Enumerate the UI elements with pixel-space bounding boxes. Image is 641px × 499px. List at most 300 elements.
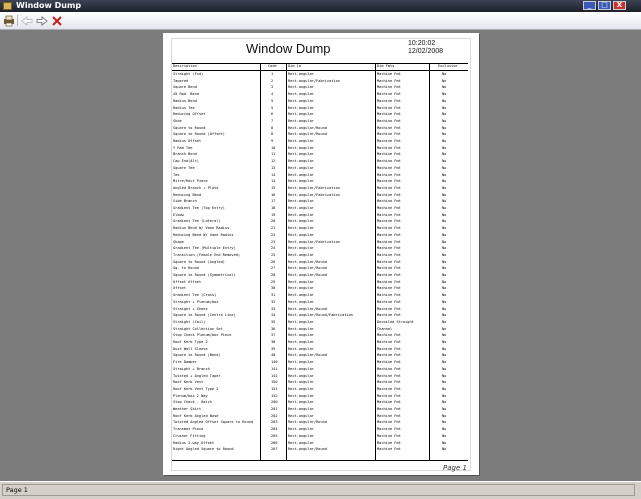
cell-description: Tee xyxy=(173,172,180,177)
cell-exclusive: No xyxy=(442,179,447,184)
cell-description: Reducing Bend W/ Vane Radius xyxy=(173,232,234,237)
cell-dim-fmts: Machine Fmt xyxy=(377,340,401,344)
cell-dim-fmts: Machine Fmt xyxy=(377,125,401,130)
cell-description: Roof Kerb Angled Base xyxy=(173,413,219,418)
cell-code: 8 xyxy=(271,125,274,130)
cell-exclusive: No xyxy=(442,165,447,170)
close-window-button[interactable]: X xyxy=(613,1,626,10)
cell-dim: Rect.angular xyxy=(288,319,314,324)
cell-description: Right Angled Square to Round xyxy=(173,447,234,452)
cell-description: Crusher Fitting xyxy=(173,433,206,438)
cell-dim: Rect.angular/Round xyxy=(288,266,327,271)
cell-dim: Rect.angular xyxy=(288,98,314,103)
cell-exclusive: No xyxy=(442,440,447,445)
cell-description: Straight (Coil) xyxy=(173,319,206,324)
cell-code: 152 xyxy=(271,393,278,398)
cell-exclusive: No xyxy=(442,400,447,405)
cell-exclusive: No xyxy=(442,420,447,425)
table-row xyxy=(172,199,468,204)
table-row xyxy=(172,367,468,372)
cell-dim-fmts: Machine Fmt xyxy=(377,313,401,318)
cell-dim-fmts: Machine Fmt xyxy=(377,273,401,277)
minimize-button[interactable]: _ xyxy=(583,1,596,10)
cell-exclusive: No xyxy=(442,125,447,130)
cell-code: 4 xyxy=(271,92,274,97)
cell-code: 10 xyxy=(271,145,276,150)
cell-dim: Rect.angular xyxy=(288,165,314,170)
cell-exclusive: No xyxy=(442,373,447,378)
cell-exclusive: No xyxy=(442,98,447,103)
cell-dim-fmts: Machine Fmt xyxy=(377,293,401,298)
cell-description: Sq. to Round xyxy=(173,266,199,271)
cell-exclusive: No xyxy=(442,299,447,304)
cell-exclusive: No xyxy=(442,139,447,143)
cell-dim: Rect.angular xyxy=(288,333,314,338)
cell-description: Radius Offset xyxy=(173,139,202,143)
cell-exclusive: No xyxy=(442,132,447,137)
table-row xyxy=(172,106,468,111)
cell-exclusive: No xyxy=(442,279,447,284)
cell-exclusive: No xyxy=(442,252,447,257)
cell-dim: Rect.angular xyxy=(288,299,314,304)
table-row xyxy=(172,126,468,131)
cell-exclusive: No xyxy=(442,393,447,398)
cell-dim: Rect.angular/Fabrication xyxy=(288,185,340,190)
cell-dim: Rect.angular xyxy=(288,433,314,438)
table-row xyxy=(172,347,468,352)
cell-exclusive: No xyxy=(442,212,447,217)
cell-description: Gradient Tee (Cross) xyxy=(173,293,217,298)
cell-code: 7 xyxy=(271,118,274,123)
cell-description: Straight Collection Set xyxy=(173,326,223,331)
cell-dim-fmts: Machine Fmt xyxy=(377,286,401,291)
preview-canvas[interactable] xyxy=(0,30,641,481)
table-row xyxy=(172,92,468,97)
cell-code: 203 xyxy=(271,420,278,425)
cell-exclusive: No xyxy=(442,192,447,197)
cell-exclusive: No xyxy=(442,118,447,123)
table-row xyxy=(172,447,468,452)
cell-description: Elbow xyxy=(173,212,184,217)
cell-description: Stop Check Plenum/box Piece xyxy=(173,333,232,338)
cell-dim-fmts: Machine Fmt xyxy=(377,118,401,123)
cell-code: 141 xyxy=(271,366,278,371)
cell-dim: Rect.angular xyxy=(288,373,314,378)
table-row xyxy=(172,99,468,104)
cell-exclusive: No xyxy=(442,427,447,432)
cell-dim: Rect.angular/Round/Fabrication xyxy=(288,313,353,318)
cell-description: Roof Kerb Vent xyxy=(173,380,204,385)
cell-dim-fmts: Machine Fmt xyxy=(377,346,401,351)
cell-description: Square to Round xyxy=(173,125,206,130)
forward-button[interactable] xyxy=(36,15,48,27)
cell-exclusive: No xyxy=(442,112,447,117)
cell-description: 45 Rad. Bend xyxy=(173,92,199,97)
cell-code: 3 xyxy=(271,85,274,90)
cell-description: Shape xyxy=(173,239,184,244)
cell-exclusive: No xyxy=(442,78,447,83)
cell-exclusive: No xyxy=(442,172,447,177)
cell-dim-fmts: Machine Fmt xyxy=(377,252,401,257)
cell-exclusive: No xyxy=(442,273,447,277)
cell-code: 140 xyxy=(271,360,278,365)
cell-dim: Rect.angular xyxy=(288,199,314,204)
cell-exclusive: No xyxy=(442,340,447,344)
cell-dim: Rect.angular xyxy=(288,219,314,224)
cell-dim-fmts: Machine Fmt xyxy=(377,98,401,103)
close-icon xyxy=(51,15,63,27)
cell-dim-fmts: Machine Fmt xyxy=(377,152,401,157)
cell-description: Square to Round (Bend) xyxy=(173,353,221,358)
cell-description: Radius Bend W/ Vane Radius xyxy=(173,226,230,231)
cell-description: Transition (Female End Removed) xyxy=(173,252,241,257)
cell-exclusive: No xyxy=(442,346,447,351)
cell-dim-fmts: Machine Fmt xyxy=(377,393,401,398)
cell-code: 201 xyxy=(271,407,278,411)
table-row xyxy=(172,85,468,90)
table-row xyxy=(172,253,468,258)
cell-dim: Rect.angular xyxy=(288,85,314,90)
cell-dim-fmts: Machine Fmt xyxy=(377,172,401,177)
cell-description: Radius Tee xyxy=(173,105,195,110)
cell-exclusive: No xyxy=(442,353,447,358)
cell-exclusive: No xyxy=(442,447,447,452)
table-row xyxy=(172,240,468,245)
page-number: Page 1 xyxy=(443,464,467,472)
cell-description: Stop Check - Hatch xyxy=(173,400,212,405)
table-row xyxy=(172,152,468,157)
title-bar xyxy=(0,0,641,12)
column-header-dim: Dim 1a xyxy=(288,64,301,68)
cell-exclusive: No xyxy=(442,199,447,204)
cell-description: Side Branch xyxy=(173,199,197,204)
table-row xyxy=(172,132,468,137)
cell-description: Square Bend xyxy=(173,85,197,90)
cell-dim: Rect.angular xyxy=(288,232,314,237)
cell-dim: Rect.angular xyxy=(288,105,314,110)
cell-dim: Rect.angular xyxy=(288,118,314,123)
cell-exclusive: No xyxy=(442,433,447,438)
cell-description: Square Tee xyxy=(173,165,195,170)
cell-description: Tapered xyxy=(173,78,189,83)
cell-description: Transmat Piece xyxy=(173,427,204,432)
cell-dim-fmts: Machine Fmt xyxy=(377,78,401,83)
cell-description: Reducing Offset xyxy=(173,112,206,117)
cell-dim: Rect.angular/Round xyxy=(288,353,327,358)
cell-code: 14 xyxy=(271,179,276,184)
cell-description: Fire Damper xyxy=(173,360,197,365)
print-button[interactable] xyxy=(3,15,15,27)
table-row xyxy=(172,293,468,298)
cell-dim: Rect.angular/Round xyxy=(288,273,327,277)
cell-dim: Rect.angular/Round xyxy=(288,259,327,264)
cell-code: 18 xyxy=(271,206,276,210)
cell-description: Weather Skirt xyxy=(173,407,202,411)
cell-exclusive: No xyxy=(442,366,447,371)
table-row xyxy=(172,233,468,238)
cell-dim-fmts: Machine Fmt xyxy=(377,179,401,184)
cell-code: 8 xyxy=(271,132,274,137)
cell-code: 12 xyxy=(271,159,276,164)
cell-dim: Rect.angular xyxy=(288,286,314,291)
cell-description: Radius 2-way Offset xyxy=(173,440,215,445)
cell-code: 2 xyxy=(271,78,274,83)
table-row xyxy=(172,387,468,392)
cell-dim-fmts: Machine Fmt xyxy=(377,407,401,411)
cell-description: Radius Bend xyxy=(173,98,197,103)
cell-dim: Rect.angular xyxy=(288,279,314,284)
cell-description: Straight + Branch xyxy=(173,366,210,371)
cell-description: Dust Wall Sleeve xyxy=(173,346,208,351)
cell-dim-fmts: Machine Fmt xyxy=(377,266,401,271)
cell-exclusive: No xyxy=(442,413,447,418)
cell-dim-fmts: Machine Fmt xyxy=(377,380,401,385)
cell-exclusive: No xyxy=(442,360,447,365)
cell-dim: Rect.angular xyxy=(288,393,314,398)
cell-dim-fmts: Machine Fmt xyxy=(377,360,401,365)
cell-dim: Rect.angular/Fabrication xyxy=(288,239,340,244)
table-row xyxy=(172,79,468,84)
cell-exclusive: No xyxy=(442,313,447,318)
cell-dim: Rect.angular xyxy=(288,407,314,411)
cell-exclusive: No xyxy=(442,386,447,391)
table-row xyxy=(172,414,468,419)
cell-description: Straight + Shoes xyxy=(173,306,208,311)
cell-description: Straight + Plenum/box xyxy=(173,299,219,304)
cell-dim: Rect.angular/Round xyxy=(288,447,327,452)
cell-dim: Rect.angular xyxy=(288,72,314,76)
cell-code: 17 xyxy=(271,199,276,204)
cell-code: 25 xyxy=(271,252,276,257)
cell-dim: Rect.angular/Round xyxy=(288,132,327,137)
cell-dim-fmts: Machine Fmt xyxy=(377,373,401,378)
cell-description: Square to Round (Symmetrical) xyxy=(173,273,236,277)
cell-code: 1 xyxy=(271,72,274,76)
table-row xyxy=(172,327,468,332)
cell-code: 28 xyxy=(271,273,276,277)
app-icon xyxy=(3,2,12,10)
cell-description: Square to Round (Angled) xyxy=(173,259,225,264)
cell-dim: Rect.angular xyxy=(288,293,314,298)
cell-dim-fmts: Machine Fmt xyxy=(377,333,401,338)
cell-exclusive: No xyxy=(442,226,447,231)
table-row xyxy=(172,159,468,164)
cell-code: 24 xyxy=(271,246,276,251)
cell-exclusive: No xyxy=(442,72,447,76)
cell-description: Roof Kerb Vent Type 2 xyxy=(173,386,219,391)
table-row xyxy=(172,420,468,425)
table-row xyxy=(172,380,468,385)
cell-exclusive: No xyxy=(442,326,447,331)
cell-code: 33 xyxy=(271,306,276,311)
cell-code: 27 xyxy=(271,266,276,271)
table-row xyxy=(172,340,468,345)
table-row xyxy=(172,273,468,278)
cell-code: 150 xyxy=(271,380,278,385)
column-header-code: Code xyxy=(268,64,277,68)
cell-description: Gradient Tee (Top Entry) xyxy=(173,206,225,210)
table-row xyxy=(172,353,468,358)
table-row xyxy=(172,434,468,439)
cell-description: Twisted Angled Offset Square to Round xyxy=(173,420,254,425)
cell-description: Y Rad Tee xyxy=(173,145,193,150)
cell-code: 200 xyxy=(271,400,278,405)
table-row xyxy=(172,119,468,124)
status-bar xyxy=(0,481,641,499)
cell-dim-fmts: Machine Fmt xyxy=(377,132,401,137)
table-row xyxy=(172,186,468,191)
cell-dim: Rect.angular xyxy=(288,206,314,210)
table-row xyxy=(172,360,468,365)
cell-dim-fmts: Machine Fmt xyxy=(377,145,401,150)
cell-description: Square to Round (Offset) xyxy=(173,132,225,137)
cell-code: 6 xyxy=(271,112,274,117)
column-header-dim-fmts: Dim Fmts xyxy=(377,64,395,68)
cell-dim-fmts: Machine Fmt xyxy=(377,112,401,117)
cell-exclusive: No xyxy=(442,239,447,244)
cell-description: Gradient Tee (Multiple Entry) xyxy=(173,246,236,251)
cell-code: 40 xyxy=(271,353,276,358)
cell-description: Plenum/box 2 Way xyxy=(173,393,208,398)
cell-exclusive: No xyxy=(442,333,447,338)
cell-code: 204 xyxy=(271,427,278,432)
cell-code: 11 xyxy=(271,152,276,157)
table-row xyxy=(172,280,468,285)
table-row xyxy=(172,307,468,312)
cell-dim: Rect.angular/Round xyxy=(288,125,327,130)
table-row xyxy=(172,333,468,338)
table-row xyxy=(172,146,468,151)
cell-description: Mitre/Rect Piece xyxy=(173,179,208,184)
cell-description: Offset xyxy=(173,286,186,291)
window-title: Window Dump xyxy=(16,1,82,10)
cell-dim: Rect.angular xyxy=(288,179,314,184)
cell-code: 19 xyxy=(271,212,276,217)
cell-dim-fmts: Machine Fmt xyxy=(377,92,401,97)
cell-code: 37 xyxy=(271,333,276,338)
cell-dim: Rect.angular/Fabrication xyxy=(288,78,340,83)
cell-dim-fmts: Machine Fmt xyxy=(377,192,401,197)
cell-code: 34 xyxy=(271,313,276,318)
cell-exclusive: No xyxy=(442,232,447,237)
cell-code: 30 xyxy=(271,286,276,291)
cell-code: 26 xyxy=(271,259,276,264)
cell-dim-fmts: Machine Fmt xyxy=(377,165,401,170)
cell-dim: Rect.angular xyxy=(288,112,314,117)
cell-dim: Rect.angular xyxy=(288,366,314,371)
cell-exclusive: No xyxy=(442,246,447,251)
cell-dim: Rect.angular xyxy=(288,400,314,405)
cell-dim-fmts: Machine Fmt xyxy=(377,139,401,143)
cell-exclusive: No xyxy=(442,105,447,110)
back-button[interactable] xyxy=(21,15,33,27)
cell-description: Shoe xyxy=(173,118,182,123)
cell-code: 32 xyxy=(271,299,276,304)
cell-dim-fmts: Machine Fmt xyxy=(377,226,401,231)
cell-exclusive: No xyxy=(442,85,447,90)
table-row xyxy=(172,313,468,318)
cell-exclusive: No xyxy=(442,293,447,298)
cell-dim: Rect.angular/Round xyxy=(288,420,327,425)
cell-description: Straight (Fxd) xyxy=(173,72,204,76)
cell-exclusive: No xyxy=(442,206,447,210)
cell-dim-fmts: Machine Fmt xyxy=(377,440,401,445)
table-row xyxy=(172,246,468,251)
cell-dim-fmts: Machine Fmt xyxy=(377,386,401,391)
cell-dim: Rect.angular xyxy=(288,226,314,231)
cell-dim: Rect.angular xyxy=(288,152,314,157)
cell-dim-fmts: Machine Fmt xyxy=(377,420,401,425)
cell-dim: Rect.angular xyxy=(288,172,314,177)
cell-code: 29 xyxy=(271,279,276,284)
table-row xyxy=(172,139,468,144)
cell-dim-fmts: Channel xyxy=(377,326,393,331)
table-row xyxy=(172,320,468,325)
table-row xyxy=(172,219,468,224)
cell-dim-fmts: Machine Fmt xyxy=(377,72,401,76)
cell-dim: Rect.angular xyxy=(288,145,314,150)
table-row xyxy=(172,166,468,171)
table-row xyxy=(172,112,468,117)
cell-description: Roof Kerb Type 2 xyxy=(173,340,208,344)
report-table xyxy=(172,63,468,461)
table-row xyxy=(172,374,468,379)
arrow-right-icon xyxy=(36,15,48,27)
cell-dim-fmts: Machine Fmt xyxy=(377,206,401,210)
cell-description: Angled Branch + Plate xyxy=(173,185,219,190)
cell-code: 23 xyxy=(271,239,276,244)
cell-dim-fmts: Machine Fmt xyxy=(377,306,401,311)
cell-code: 205 xyxy=(271,433,278,438)
cell-dim: Rect.angular/Round xyxy=(288,306,327,311)
cell-dim-fmts: Machine Fmt xyxy=(377,85,401,90)
cell-code: 142 xyxy=(271,373,278,378)
report-title: Window Dump xyxy=(246,41,331,56)
table-row xyxy=(172,226,468,231)
column-header-description: Description xyxy=(173,64,197,68)
table-row xyxy=(172,72,468,77)
report-page xyxy=(163,33,479,475)
cell-exclusive: No xyxy=(442,219,447,224)
close-report-button[interactable] xyxy=(51,15,63,27)
header-divider xyxy=(172,70,468,71)
arrow-left-icon xyxy=(21,15,33,27)
cell-dim-fmts: Machine Fmt xyxy=(377,447,401,452)
cell-code: 5 xyxy=(271,105,274,110)
cell-exclusive: No xyxy=(442,92,447,97)
maximize-button[interactable]: □ xyxy=(598,1,611,10)
cell-dim-fmts: Machine Fmt xyxy=(377,299,401,304)
cell-code: 39 xyxy=(271,346,276,351)
cell-code: 16 xyxy=(271,192,276,197)
table-row xyxy=(172,266,468,271)
cell-dim-fmts: Machine Fmt xyxy=(377,400,401,405)
cell-dim-fmts: Machine Fmt xyxy=(377,199,401,204)
report-time: 10:20:02 xyxy=(408,40,436,47)
cell-dim-fmts: Machine Fmt xyxy=(377,433,401,438)
cell-exclusive: No xyxy=(442,266,447,271)
status-page: Page 1 xyxy=(2,484,635,496)
cell-dim-fmts: Machine Fmt xyxy=(377,427,401,432)
cell-dim: Rect.angular xyxy=(288,246,314,251)
cell-description: Square to Round (Centre Line) xyxy=(173,313,236,318)
cell-dim: Rect.angular xyxy=(288,360,314,365)
column-header-exclusive: Exclusive xyxy=(438,64,458,68)
table-row xyxy=(172,400,468,405)
table-row xyxy=(172,193,468,198)
cell-dim: Rect.angular xyxy=(288,340,314,344)
cell-dim: Rect.angular xyxy=(288,346,314,351)
